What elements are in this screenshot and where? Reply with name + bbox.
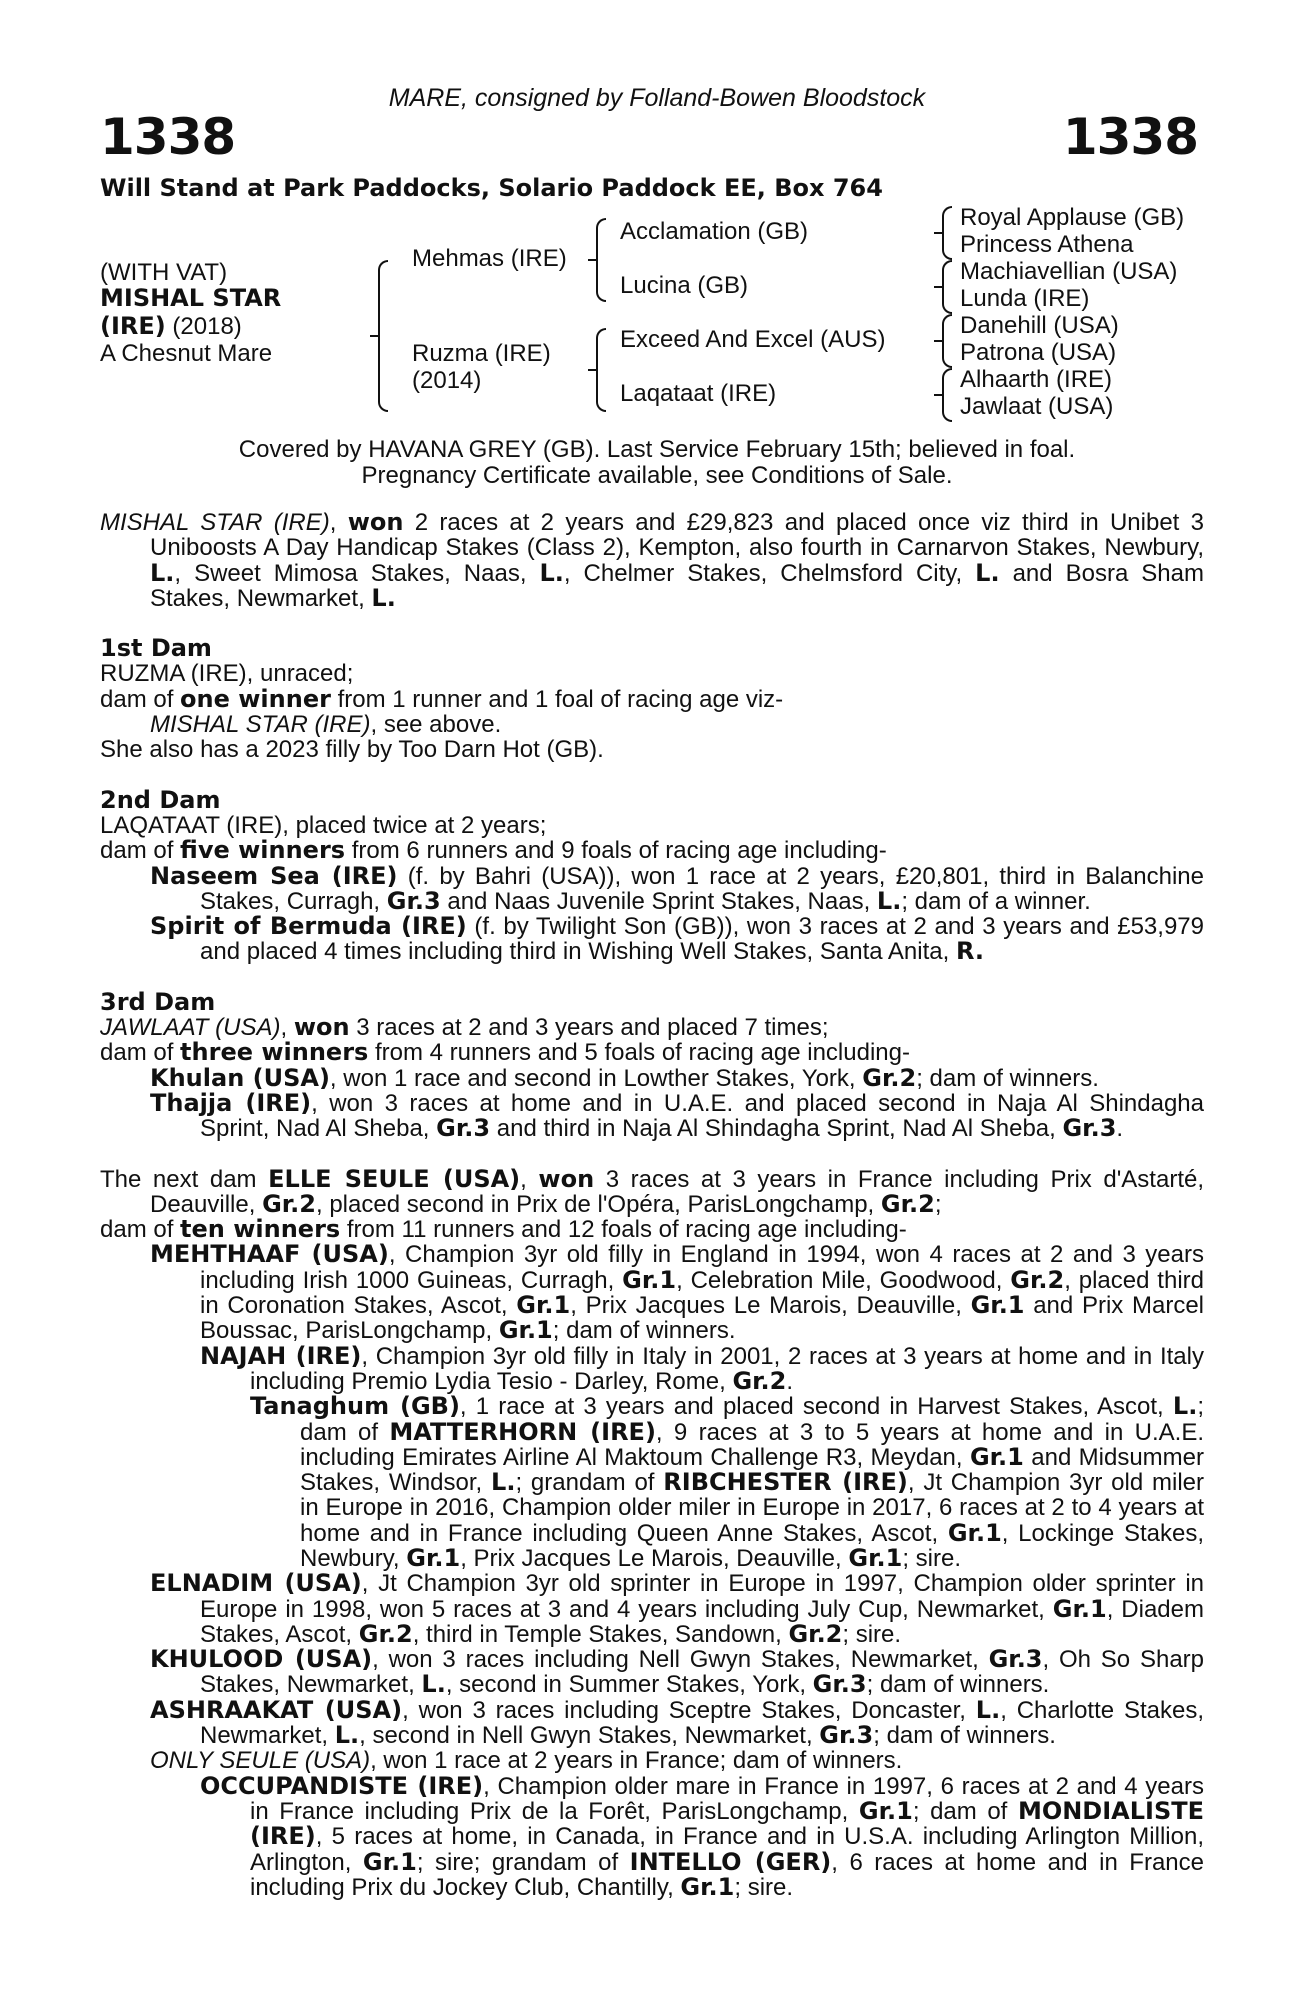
dam3-produce: dam of three winners from 4 runners and 5 foals of racing age including- — [100, 1038, 910, 1067]
dam3-heading: 3rd Dam — [100, 987, 216, 1016]
consignor-line: MARE, consigned by Folland-Bowen Bloodstock — [388, 84, 926, 112]
sire-sire: Acclamation (GB) — [620, 218, 809, 245]
dam2-heading: 2nd Dam — [100, 785, 221, 814]
lot-number-right: 1338 — [1062, 108, 1198, 166]
horse-suffix: (IRE) (2018) — [100, 312, 242, 340]
dam2-line: LAQATAAT (IRE), placed twice at 2 years; — [100, 811, 547, 839]
sire-dam: Lucina (GB) — [620, 272, 749, 299]
ssd: Princess Athena — [960, 231, 1134, 258]
standing-location: Will Stand at Park Paddocks, Solario Paddock EE, Box 764 — [100, 174, 883, 202]
catalogue-body — [100, 510, 1204, 1900]
dam2-entry-1: Naseem Sea (IRE) (f. by Bahri (USA)), won 1 race at 2 years, £20,801, third in Balanchine Stakes, Curragh, Gr.3 and Naas Juvenile Sprint Stakes, Naas, L.; dam of a winner. — [150, 861, 1204, 915]
dam2-entry-2: Spirit of Bermuda (IRE) (f. by Twilight Son (GB)), won 3 races at 2 and 3 years and £53,979 and placed 4 times including third in Wishing Well Stakes, Santa Anita, R. — [150, 912, 1204, 966]
lot-number-left: 1338 — [100, 108, 236, 166]
dam3-entry-1: Khulan (USA), won 1 race and second in Lowther Stakes, York, Gr.2; dam of winners. — [150, 1063, 1099, 1092]
dam3-line: JAWLAAT (USA), won 3 races at 2 and 3 years and placed 7 times; — [100, 1013, 829, 1042]
brace-gen3-a — [942, 206, 952, 260]
dsd: Patrona (USA) — [960, 339, 1117, 366]
next-dam-produce: dam of ten winners from 11 runners and 12 foals of racing age including- — [100, 1215, 907, 1244]
ddd: Jawlaat (USA) — [960, 393, 1114, 420]
dam-sire: Exceed And Excel (AUS) — [620, 326, 886, 353]
brace-gen2-dam — [596, 328, 606, 412]
sds: Machiavellian (USA) — [960, 258, 1178, 285]
horse-description: A Chesnut Mare — [100, 340, 273, 367]
dam-year: (2014) — [412, 367, 482, 394]
dam1-line: RUZMA (IRE), unraced; — [100, 660, 354, 688]
dam-name: Ruzma (IRE) — [412, 340, 551, 367]
dam-dam: Laqataat (IRE) — [620, 380, 777, 407]
vat-label: (WITH VAT) — [100, 259, 228, 286]
next-dam-line: The next dam ELLE SEULE (USA), won 3 races at 3 years in France including Prix d'Astarté, Deauville, Gr.2, placed second in Prix de l'Opéra, ParisLongchamp, Gr.2; — [100, 1164, 1204, 1218]
intro-paragraph: MISHAL STAR (IRE), won 2 races at 2 years and £29,823 and placed once viz third in Unibet 3 Uniboosts A Day Handicap Stakes (Class 2), Kempton, also fourth in Carnarvon Stakes, Newbury, L., Sweet Mimosa Stakes, Naas, L., Chelmer Stakes, Chelmsford City, L. and Bosra Sham Stakes, Newmarket, L. — [100, 508, 1204, 612]
brace-gen2-sire — [596, 218, 606, 302]
sdd: Lunda (IRE) — [960, 285, 1090, 312]
brace-gen3-b — [942, 260, 952, 314]
dds: Alhaarth (IRE) — [960, 366, 1113, 393]
covered-note: Covered by HAVANA GREY (GB). Last Service February 15th; believed in foal. Pregnancy Certificate available, see Conditions of Sale. — [238, 436, 1076, 489]
dam1-produce: dam of one winner from 1 runner and 1 foal of racing age viz- — [100, 684, 784, 713]
entry-najah: NAJAH (IRE), Champion 3yr old filly in Italy in 2001, 2 races at 3 years at home and in Italy including Premio Lydia Tesio - Darley, Rome, Gr.2. — [200, 1341, 1204, 1395]
brace-gen3-d — [942, 368, 952, 422]
entry-ashraakat: ASHRAAKAT (USA), won 3 races including Sceptre Stakes, Doncaster, L., Charlotte Stakes, Newmarket, L., second in Nell Gwyn Stakes, Newmarket, Gr.3; dam of winners. — [150, 1695, 1204, 1750]
dam2-produce: dam of five winners from 6 runners and 9 foals of racing age including- — [100, 836, 887, 865]
entry-tanaghum: Tanaghum (GB), 1 race at 3 years and placed second in Harvest Stakes, Ascot, L.; dam of MATTERHORN (IRE), 9 races at 3 to 5 years at home and in U.A.E. including Emirates Airline Al Maktoum Challenge R3, Meydan, Gr.1 and Midsummer Stakes, Windsor, L.; grandam of RIBCHESTER (IRE), Jt Champion 3yr old miler in Europe in 2016, Champion older miler in Europe in 2017, 6 races at 2 to 4 years at home and in France including Queen Anne Stakes, Ascot, Gr.1, Lockinge Stakes, Newbury, Gr.1, Prix Jacques Le Marois, Deauville, Gr.1; sire. — [250, 1392, 1204, 1572]
dam1-foal: MISHAL STAR (IRE), see above. — [150, 711, 502, 739]
brace-gen3-c — [942, 314, 952, 368]
dam3-entry-2: Thajja (IRE), won 3 races at home and in U.A.E. and placed second in Naja Al Shindagha Sprint, Nad Al Sheba, Gr.3 and third in Naja Al Shindagha Sprint, Nad Al Sheba, Gr.3. — [150, 1088, 1205, 1143]
sire: Mehmas (IRE) — [412, 245, 567, 272]
horse-name: MISHAL STAR — [100, 284, 282, 312]
entry-elnadim: ELNADIM (USA), Jt Champion 3yr old sprinter in Europe in 1997, Champion older sprinter in Europe in 1998, won 5 races at 3 and 4 years including July Cup, Newmarket, Gr.1, Diadem Stakes, Ascot, Gr.2, third in Temple Stakes, Sandown, Gr.2; sire. — [150, 1569, 1204, 1648]
entry-khulood: KHULOOD (USA), won 3 races including Nell Gwyn Stakes, Newmarket, Gr.3, Oh So Sharp Stakes, Newmarket, L., second in Summer Stakes, York, Gr.3; dam of winners. — [150, 1645, 1205, 1699]
dam1-note: She also has a 2023 filly by Too Darn Hot (GB). — [100, 736, 604, 764]
entry-only-seule: ONLY SEULE (USA), won 1 race at 2 years in France; dam of winners. — [150, 1747, 903, 1775]
entry-mehthaaf: MEHTHAAF (USA), Champion 3yr old filly in England in 1994, won 4 races at 2 and 3 years including Irish 1000 Guineas, Curragh, Gr.1, Celebration Mile, Goodwood, Gr.2, placed third in Coronation Stakes, Ascot, Gr.1, Prix Jacques Le Marois, Deauville, Gr.1 and Prix Marcel Boussac, ParisLongchamp, Gr.1; dam of winners. — [150, 1240, 1204, 1345]
brace-gen1 — [378, 260, 388, 412]
sss: Royal Applause (GB) — [960, 204, 1185, 231]
entry-occupandiste: OCCUPANDISTE (IRE), Champion older mare in France in 1997, 6 races at 2 and 4 years in France including Prix de la Forêt, ParisLongchamp, Gr.1; dam of MONDIALISTE (IRE), 5 races at home, in Canada, in France and in U.S.A. including Arlington Million, Arlington, Gr.1; sire; grandam of INTELLO (GER), 6 races at home and in France including Prix du Jockey Club, Chantilly, Gr.1; sire. — [200, 1771, 1205, 1901]
dam1-heading: 1st Dam — [100, 634, 212, 663]
dss: Danehill (USA) — [960, 312, 1119, 339]
